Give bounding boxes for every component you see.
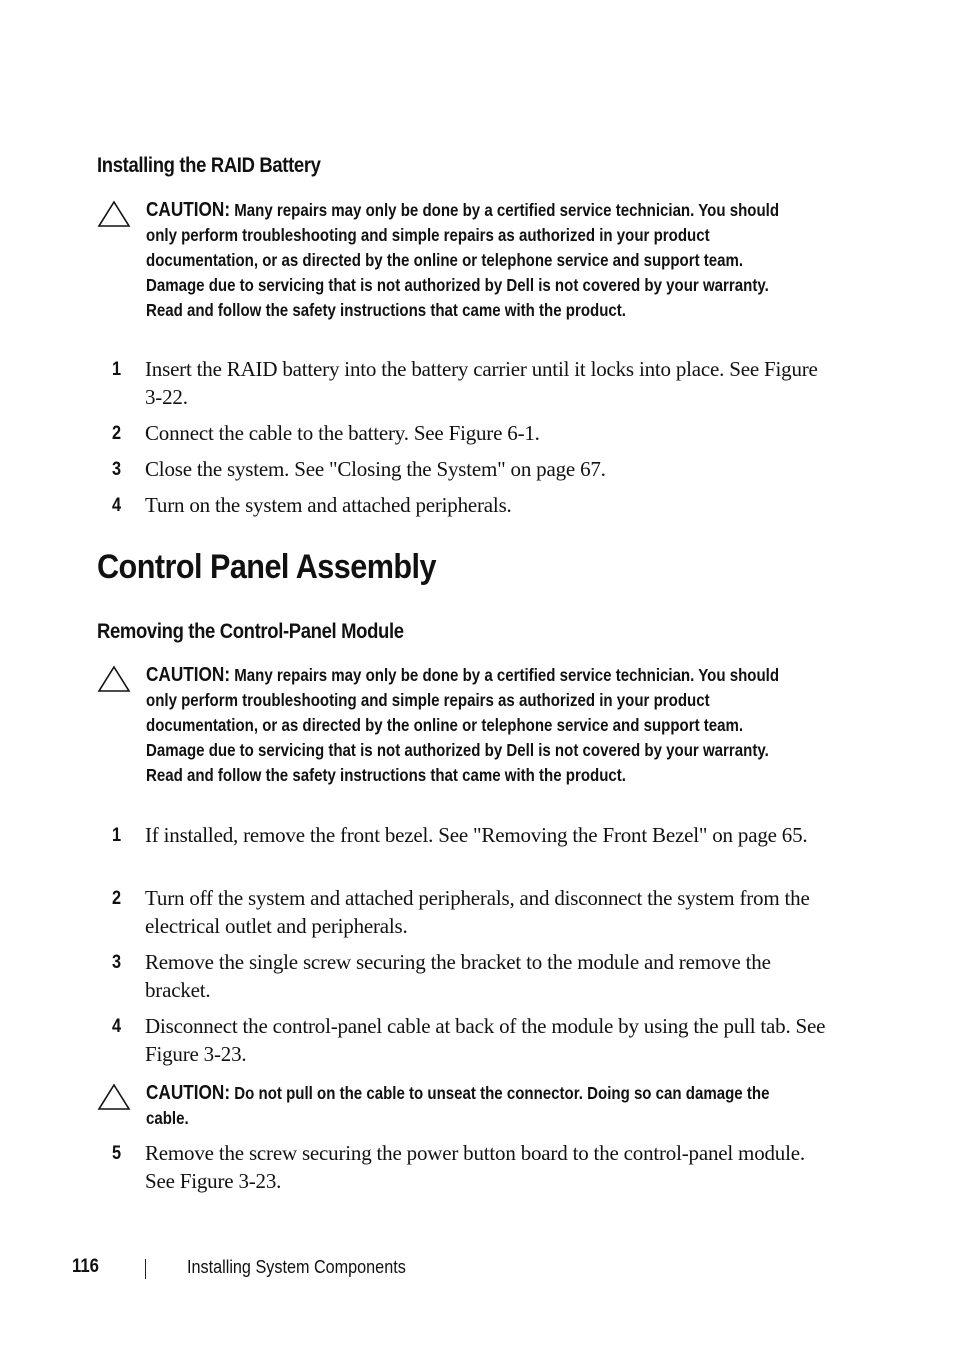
footer-chapter-title: Installing System Components [187,1257,406,1277]
step-number: 4 [112,495,122,516]
footer-divider [145,1259,146,1279]
section-heading-removing-control-panel: Removing the Control-Panel Module [97,620,404,643]
step-text: Insert the RAID battery into the battery carrier until it locks into place. See Figure 3-22. [145,357,818,409]
step-number: 2 [112,423,122,444]
caution-icon [97,1083,131,1111]
step-text: Close the system. See "Closing the System" on page 67. [145,457,606,481]
chapter-title: Control Panel Assembly [97,548,436,586]
step-number: 5 [112,1143,122,1164]
caution-label: CAUTION: [146,1082,231,1104]
caution-text [146,1081,800,1131]
step-text: Turn off the system and attached peripherals, and disconnect the system from the electrical outlet and peripherals. [145,886,810,938]
caution-label: CAUTION: [146,199,231,221]
step-number: 1 [112,359,122,380]
section-heading-raid-battery: Installing the RAID Battery [97,154,321,177]
step-number: 3 [112,459,122,480]
step-number: 1 [112,825,122,846]
caution-body: Many repairs may only be done by a certified service technician. You should only perform troubleshooting and simple repairs as authorized in your product documentation, or as directed by the online or telephone service and support team. Damage due to servicing that is not authorized by Dell is not covered by your warranty. Read and follow the safety instructions that came with the product. [146,665,780,785]
caution-body: Do not pull on the cable to unseat the connector. Doing so can damage the cable. [146,1083,770,1128]
step-text: Disconnect the control-panel cable at back of the module by using the pull tab. See Figure 3-23. [145,1014,826,1066]
step-text: Remove the single screw securing the bracket to the module and remove the bracket. [145,950,771,1002]
caution-text [146,663,800,788]
caution-icon [97,665,131,693]
caution-icon [97,200,131,228]
step-number: 4 [112,1016,122,1037]
step-text: Connect the cable to the battery. See Figure 6-1. [145,421,540,445]
caution-text [146,198,800,323]
caution-body: Many repairs may only be done by a certified service technician. You should only perform troubleshooting and simple repairs as authorized in your product documentation, or as directed by the online or telephone service and support team. Damage due to servicing that is not authorized by Dell is not covered by your warranty. Read and follow the safety instructions that came with the product. [146,200,780,320]
step-text: Turn on the system and attached peripherals. [145,493,512,517]
step-number: 3 [112,952,122,973]
step-number: 2 [112,888,122,909]
page-number: 116 [72,1256,99,1277]
step-text: Remove the screw securing the power button board to the control-panel module. See Figure 3-23. [145,1141,805,1193]
caution-label: CAUTION: [146,664,231,686]
step-text: If installed, remove the front bezel. See "Removing the Front Bezel" on page 65. [145,823,808,847]
